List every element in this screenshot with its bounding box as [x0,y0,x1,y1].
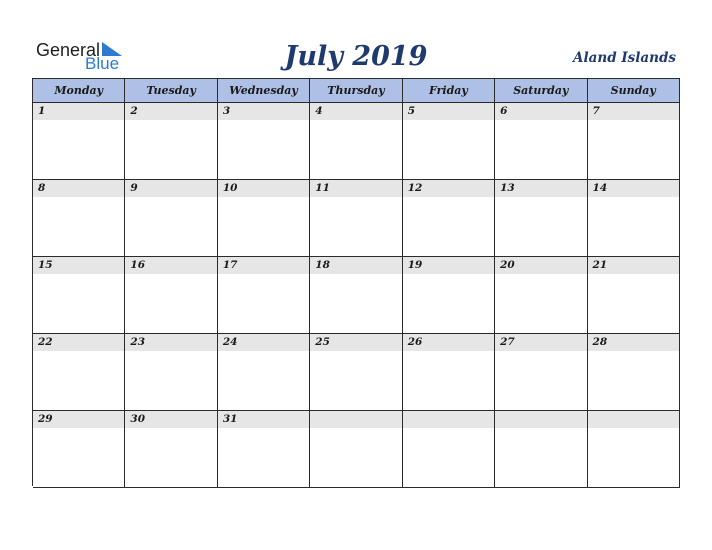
day-cell [403,334,495,411]
day-number: 26 [403,334,494,351]
day-cell [588,257,680,334]
day-cell [310,257,402,334]
day-number: 1 [33,103,124,120]
day-cell [125,411,217,488]
day-number [310,411,401,428]
day-number: 21 [588,257,679,274]
day-cell [33,334,125,411]
day-cell [218,257,310,334]
day-number: 27 [495,334,586,351]
day-cell [218,411,310,488]
day-number [588,411,679,428]
day-number: 18 [310,257,401,274]
day-number: 9 [125,180,216,197]
day-cell [310,334,402,411]
day-cell [33,180,125,257]
day-number: 30 [125,411,216,428]
day-number: 17 [218,257,309,274]
weekday-header: Wednesday [218,79,310,103]
week-row [33,257,680,334]
day-cell [588,334,680,411]
day-cell [218,334,310,411]
day-cell [218,103,310,180]
day-number: 14 [588,180,679,197]
day-number: 20 [495,257,586,274]
day-number: 24 [218,334,309,351]
day-cell [125,180,217,257]
day-cell [125,103,217,180]
weekday-header: Saturday [495,79,587,103]
day-number: 19 [403,257,494,274]
day-number: 15 [33,257,124,274]
day-cell [33,257,125,334]
day-number: 22 [33,334,124,351]
day-number: 31 [218,411,309,428]
day-number: 11 [310,180,401,197]
day-number: 2 [125,103,216,120]
weekday-header: Thursday [310,79,402,103]
day-number: 6 [495,103,586,120]
calendar-grid [32,78,680,486]
day-cell [403,411,495,488]
day-cell [403,180,495,257]
day-number: 3 [218,103,309,120]
day-cell [495,103,587,180]
day-cell [588,180,680,257]
day-cell [310,103,402,180]
day-number: 8 [33,180,124,197]
day-number: 28 [588,334,679,351]
day-cell [310,411,402,488]
day-number: 7 [588,103,679,120]
day-cell [588,411,680,488]
logo-general-text: General [36,40,101,60]
day-cell [125,257,217,334]
day-cell [588,103,680,180]
country-name: Aland Islands [573,50,676,66]
week-row [33,411,680,488]
weekday-header: Monday [33,79,125,103]
day-number: 29 [33,411,124,428]
day-cell [495,334,587,411]
day-cell [495,411,587,488]
day-cell [33,103,125,180]
day-number: 10 [218,180,309,197]
day-number [403,411,494,428]
day-cell [403,257,495,334]
day-cell [218,180,310,257]
day-number [495,411,586,428]
weekday-header-row [33,79,680,103]
day-cell [310,180,402,257]
day-number: 12 [403,180,494,197]
weekday-header: Tuesday [125,79,217,103]
day-number: 13 [495,180,586,197]
calendar-title: July 2019 [284,41,428,72]
day-cell [125,334,217,411]
day-number: 25 [310,334,401,351]
week-row [33,103,680,180]
week-row [33,180,680,257]
week-row [33,334,680,411]
day-cell [495,257,587,334]
weekday-header: Friday [403,79,495,103]
logo-blue-text: Blue [85,54,120,73]
day-number: 4 [310,103,401,120]
day-number: 23 [125,334,216,351]
weekday-header: Sunday [588,79,680,103]
day-cell [33,411,125,488]
day-number: 16 [125,257,216,274]
day-cell [495,180,587,257]
day-cell [403,103,495,180]
day-number: 5 [403,103,494,120]
